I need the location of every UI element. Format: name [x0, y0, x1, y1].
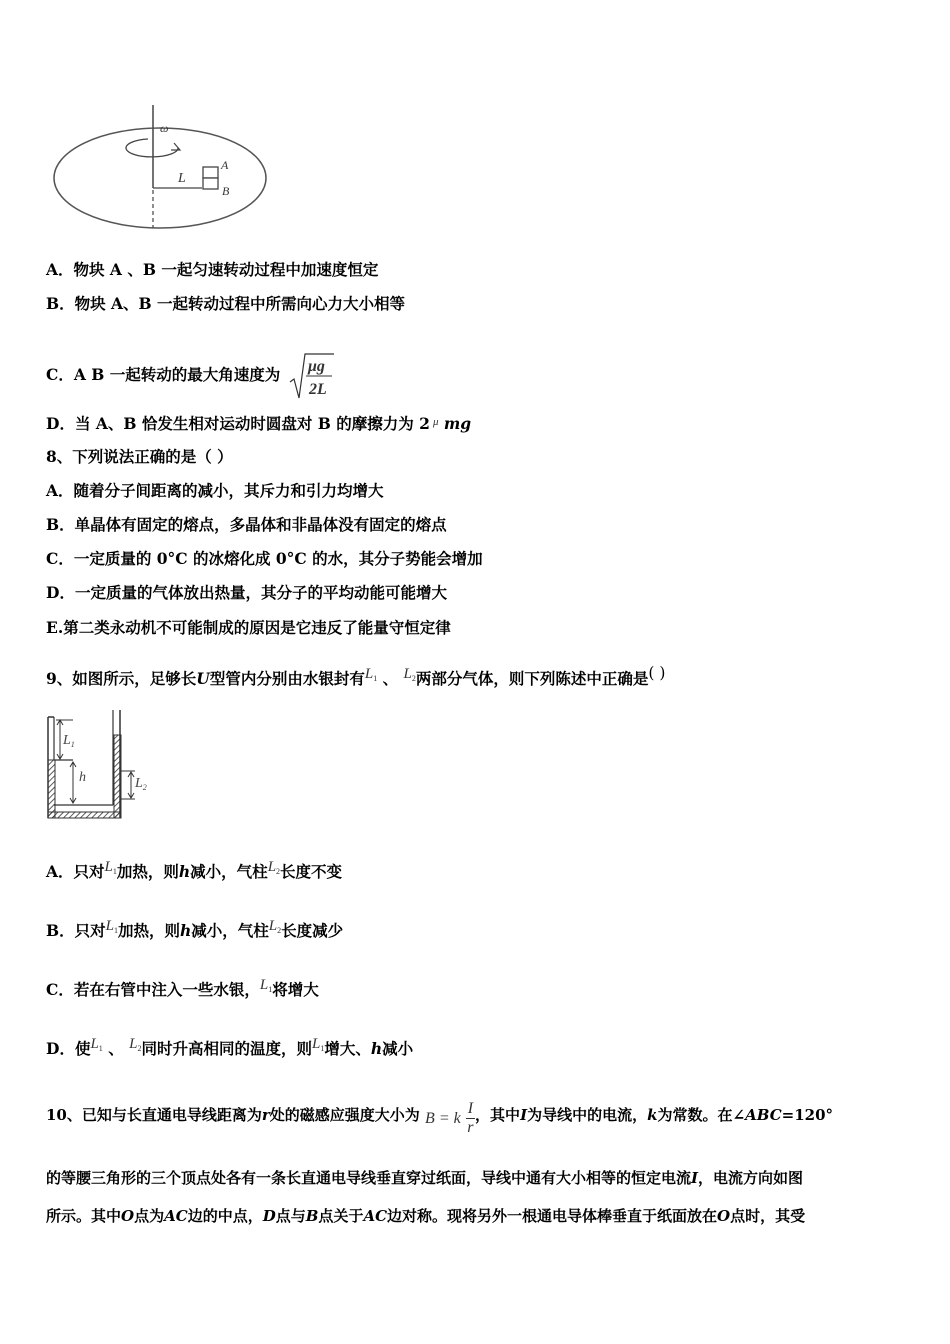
- left-mercury: [48, 760, 55, 818]
- separator: 、: [382, 669, 399, 688]
- sqrt-denominator: 2L: [308, 381, 327, 398]
- block-B: [203, 178, 218, 189]
- block-A: [203, 167, 218, 178]
- q7-option-b: B．物块 A、B 一起转动过程中所需向心力大小相等: [46, 294, 406, 313]
- q8-option-b: B．单晶体有固定的熔点，多晶体和非晶体没有固定的熔点: [46, 515, 447, 534]
- q9-stem: [46, 662, 665, 690]
- mg-text: mg: [443, 414, 472, 433]
- q8-option-e: E.第二类永动机不可能制成的原因是它违反了能量守恒定律: [46, 618, 451, 637]
- q9-option-c: C．若在右管中注入一些水银，$L_1$将增大: [46, 977, 319, 999]
- equation: B = k $\frac{I}{r}$: [425, 1100, 474, 1136]
- right-mercury: [114, 735, 121, 818]
- q10-line-2: 的等腰三角形的三个顶点处各有一条长直通电导线垂直穿过纸面，导线中通有大小相等的恒定电流I，电流方向如图: [46, 1169, 804, 1187]
- B-label: B: [222, 184, 230, 198]
- L2-fig-label: $L_2$: [135, 776, 147, 792]
- q8-option-d: D．一定质量的气体放出热量，其分子的平均动能可能增大: [46, 583, 447, 602]
- omega-label: ω: [160, 121, 169, 135]
- L1-symbol: $L_1$: [364, 666, 378, 683]
- L-label: L: [178, 171, 186, 186]
- disk: [54, 128, 266, 228]
- q7-option-c-text: C．A B 一起转动的最大角速度为: [46, 365, 281, 384]
- q10-line-3: 所示。其中O点为AC边的中点，D点与B点关于AC边对称。现将另外一根通电导体棒垂直于纸面放在O点时，其受: [46, 1207, 806, 1225]
- q7-option-a: A．物块 A 、B 一起匀速转动过程中加速度恒定: [46, 260, 379, 279]
- q9-stem-part: 9、如图所示，足够长: [46, 669, 197, 688]
- q9-stem-part: 两部分气体，则下列陈述中正确是: [415, 669, 649, 688]
- L1-fig-label: $L_1$: [63, 733, 75, 749]
- u-tube-figure: [40, 705, 170, 825]
- bottom-mercury: [48, 812, 121, 818]
- L2-symbol: $L_2$: [403, 666, 416, 683]
- q7-option-c: [46, 352, 336, 400]
- q9-option-d: D．使$L_1$ 、 $L_2$同时升高相同的温度，则$L_1$增大、h减小: [46, 1036, 414, 1058]
- q8-option-c: C．一定质量的 0°C 的冰熔化成 0°C 的水，其分子势能会增加: [46, 549, 483, 568]
- h-fig-label: h: [79, 770, 86, 785]
- A-label: A: [221, 158, 229, 172]
- q10-line-1: 10、已知与长直通电导线距离为r处的磁感应强度大小为 B = k $\frac{I}{r}$ ，其中I为导线中的电流，k为常数。在∠ABC=120°: [46, 1100, 834, 1136]
- q7-option-d: [46, 411, 471, 435]
- q9-stem-part: 型管内分别由水银封有: [209, 669, 365, 688]
- q9-option-b: B．只对$L_1$加热，则h减小，气柱$L_2$长度减少: [46, 918, 344, 940]
- sqrt-numerator: μg: [307, 358, 325, 375]
- q8-stem: 8、下列说法正确的是（ ）: [46, 447, 233, 466]
- U-symbol: U: [196, 669, 210, 688]
- mu-symbol: μ: [432, 416, 439, 428]
- q9-option-a: A．只对$L_1$加热，则h减小，气柱$L_2$长度不变: [46, 859, 343, 881]
- sqrt-expression: [288, 352, 336, 400]
- rotation-arrow: [126, 139, 178, 157]
- answer-paren: ( ): [648, 664, 666, 682]
- sqrt-sign: [288, 352, 336, 400]
- q8-option-a: A．随着分子间距离的减小，其斥力和引力均增大: [46, 481, 384, 500]
- q7-option-d-text: D．当 A、B 恰发生相对运动时圆盘对 B 的摩擦力为 2: [46, 414, 430, 433]
- rotating-disk-figure: [50, 100, 270, 235]
